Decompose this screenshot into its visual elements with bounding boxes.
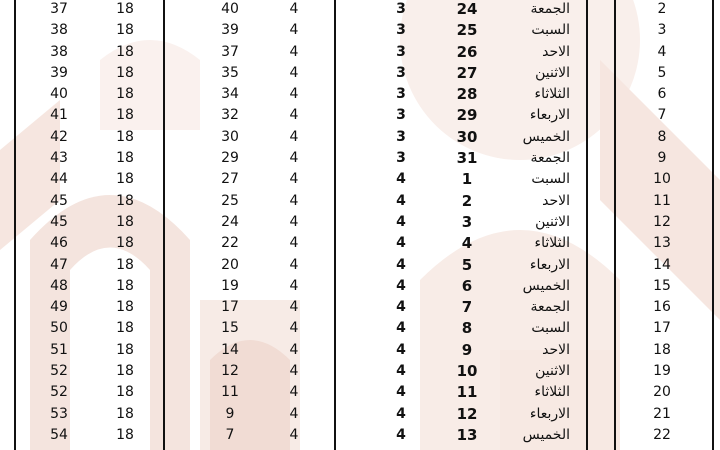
cell-weekday: الجمعة xyxy=(530,150,570,167)
cell-col-1: 49 xyxy=(50,299,68,316)
cell-weekday: الثلاثاء xyxy=(534,86,570,103)
divider-left-inner xyxy=(163,0,165,450)
cell-day-of-month: 12 xyxy=(456,404,478,423)
cell-col-1: 37 xyxy=(50,1,68,17)
cell-col-2: 18 xyxy=(116,86,134,103)
divider-center-left xyxy=(334,0,336,450)
cell-day-of-month: 2 xyxy=(461,191,473,210)
cell-col-1: 46 xyxy=(50,235,68,252)
cell-month: 3 xyxy=(396,1,406,17)
table-row xyxy=(0,0,720,20)
cell-col-1: 39 xyxy=(50,64,68,81)
table-row xyxy=(0,169,720,190)
cell-col-4: 4 xyxy=(289,192,299,209)
cell-day-of-month: 7 xyxy=(461,298,473,317)
cell-month: 4 xyxy=(396,171,406,188)
cell-col-2: 18 xyxy=(116,341,134,358)
cell-col-4: 4 xyxy=(289,405,299,422)
cell-col-1: 51 xyxy=(50,341,68,358)
cell-col-1: 52 xyxy=(50,363,68,380)
cell-month: 4 xyxy=(396,256,406,273)
cell-col-2: 18 xyxy=(116,64,134,81)
cell-col-3: 20 xyxy=(221,256,239,273)
table-row xyxy=(0,105,720,126)
cell-day-of-month: 26 xyxy=(456,42,478,61)
cell-col-3: 17 xyxy=(221,299,239,316)
cell-weekday: الاربعاء xyxy=(529,107,570,124)
cell-col-4: 4 xyxy=(289,86,299,103)
cell-col-2: 18 xyxy=(116,363,134,380)
cell-col-3: 9 xyxy=(225,405,235,422)
table-row xyxy=(0,318,720,339)
cell-weekday: الاثنين xyxy=(535,363,570,380)
cell-index: 14 xyxy=(653,256,671,273)
cell-col-3: 7 xyxy=(225,426,235,443)
cell-weekday: الاثنين xyxy=(535,213,570,230)
cell-day-of-month: 28 xyxy=(456,85,478,104)
cell-col-2: 18 xyxy=(116,128,134,145)
cell-month: 4 xyxy=(396,363,406,380)
cell-index: 16 xyxy=(653,299,671,316)
cell-day-of-month: 25 xyxy=(456,21,478,40)
cell-col-1: 38 xyxy=(50,43,68,60)
cell-col-2: 18 xyxy=(116,107,134,124)
cell-weekday: الاثنين xyxy=(535,64,570,81)
cell-month: 4 xyxy=(396,277,406,294)
cell-col-4: 4 xyxy=(289,341,299,358)
cell-month: 3 xyxy=(396,22,406,39)
cell-col-4: 4 xyxy=(289,128,299,145)
cell-col-4: 4 xyxy=(289,299,299,316)
divider-left-outer xyxy=(14,0,16,450)
cell-weekday: الجمعة xyxy=(530,299,570,316)
cell-col-4: 4 xyxy=(289,64,299,81)
cell-col-4: 4 xyxy=(289,235,299,252)
cell-col-2: 18 xyxy=(116,192,134,209)
cell-index: 19 xyxy=(653,363,671,380)
cell-col-3: 37 xyxy=(221,43,239,60)
cell-weekday: الاحد xyxy=(542,341,570,358)
table-row xyxy=(0,63,720,84)
cell-month: 3 xyxy=(396,64,406,81)
cell-col-1: 40 xyxy=(50,86,68,103)
cell-col-3: 22 xyxy=(221,235,239,252)
cell-col-4: 4 xyxy=(289,213,299,230)
cell-weekday: الجمعة xyxy=(530,1,570,17)
cell-col-2: 18 xyxy=(116,320,134,337)
cell-day-of-month: 9 xyxy=(461,340,473,359)
cell-col-2: 18 xyxy=(116,171,134,188)
table-row xyxy=(0,382,720,403)
cell-col-2: 18 xyxy=(116,22,134,39)
cell-month: 4 xyxy=(396,341,406,358)
cell-index: 13 xyxy=(653,235,671,252)
table-row xyxy=(0,127,720,148)
table-row xyxy=(0,20,720,41)
table-row xyxy=(0,404,720,425)
cell-month: 3 xyxy=(396,150,406,167)
cell-month: 4 xyxy=(396,299,406,316)
cell-col-2: 18 xyxy=(116,384,134,401)
table-row xyxy=(0,233,720,254)
cell-col-4: 4 xyxy=(289,320,299,337)
cell-col-1: 44 xyxy=(50,171,68,188)
cell-col-4: 4 xyxy=(289,426,299,443)
cell-month: 3 xyxy=(396,86,406,103)
cell-index: 15 xyxy=(653,277,671,294)
table-row xyxy=(0,361,720,382)
cell-col-4: 4 xyxy=(289,277,299,294)
cell-col-2: 18 xyxy=(116,213,134,230)
cell-day-of-month: 10 xyxy=(456,362,478,381)
cell-col-1: 43 xyxy=(50,150,68,167)
cell-index: 2 xyxy=(657,1,667,17)
cell-month: 4 xyxy=(396,405,406,422)
cell-col-2: 18 xyxy=(116,235,134,252)
cell-col-1: 41 xyxy=(50,107,68,124)
cell-col-3: 34 xyxy=(221,86,239,103)
cell-day-of-month: 13 xyxy=(456,425,478,444)
cell-day-of-month: 5 xyxy=(461,255,473,274)
cell-col-3: 35 xyxy=(221,64,239,81)
cell-col-2: 18 xyxy=(116,256,134,273)
cell-col-1: 38 xyxy=(50,22,68,39)
table-row xyxy=(0,191,720,212)
cell-weekday: الاربعاء xyxy=(529,405,570,422)
cell-index: 22 xyxy=(653,426,671,443)
cell-col-3: 12 xyxy=(221,363,239,380)
cell-col-1: 45 xyxy=(50,192,68,209)
cell-weekday: السبت xyxy=(531,171,570,188)
cell-index: 4 xyxy=(657,43,667,60)
cell-index: 6 xyxy=(657,86,667,103)
cell-weekday: السبت xyxy=(531,320,570,337)
cell-month: 4 xyxy=(396,320,406,337)
cell-index: 3 xyxy=(657,22,667,39)
cell-day-of-month: 11 xyxy=(456,383,478,402)
cell-col-3: 11 xyxy=(221,384,239,401)
table-row xyxy=(0,297,720,318)
cell-col-2: 18 xyxy=(116,299,134,316)
cell-col-1: 52 xyxy=(50,384,68,401)
cell-col-2: 18 xyxy=(116,277,134,294)
cell-col-3: 25 xyxy=(221,192,239,209)
cell-col-4: 4 xyxy=(289,150,299,167)
cell-weekday: الثلاثاء xyxy=(534,235,570,252)
cell-weekday: الاربعاء xyxy=(529,256,570,273)
table-row xyxy=(0,340,720,361)
cell-col-2: 18 xyxy=(116,426,134,443)
cell-index: 18 xyxy=(653,341,671,358)
cell-col-4: 4 xyxy=(289,384,299,401)
cell-col-2: 18 xyxy=(116,405,134,422)
cell-index: 8 xyxy=(657,128,667,145)
cell-index: 11 xyxy=(653,192,671,209)
cell-col-3: 15 xyxy=(221,320,239,337)
cell-month: 4 xyxy=(396,384,406,401)
cell-col-3: 24 xyxy=(221,213,239,230)
table-row xyxy=(0,276,720,297)
cell-day-of-month: 1 xyxy=(461,170,473,189)
table-row xyxy=(0,212,720,233)
cell-month: 4 xyxy=(396,426,406,443)
divider-far-right xyxy=(712,0,714,450)
cell-weekday: السبت xyxy=(531,22,570,39)
cell-weekday: الاحد xyxy=(542,192,570,209)
cell-col-3: 39 xyxy=(221,22,239,39)
cell-col-3: 27 xyxy=(221,171,239,188)
cell-index: 21 xyxy=(653,405,671,422)
cell-col-4: 4 xyxy=(289,107,299,124)
cell-col-2: 18 xyxy=(116,1,134,17)
cell-month: 3 xyxy=(396,107,406,124)
cell-col-4: 4 xyxy=(289,171,299,188)
divider-center-right xyxy=(586,0,588,450)
cell-month: 3 xyxy=(396,43,406,60)
cell-col-4: 4 xyxy=(289,363,299,380)
cell-col-4: 4 xyxy=(289,22,299,39)
divider-right-outer xyxy=(614,0,616,450)
cell-weekday: الخميس xyxy=(522,426,570,443)
cell-month: 4 xyxy=(396,213,406,230)
cell-index: 7 xyxy=(657,107,667,124)
cell-col-3: 29 xyxy=(221,150,239,167)
cell-day-of-month: 30 xyxy=(456,127,478,146)
cell-col-1: 42 xyxy=(50,128,68,145)
cell-col-1: 50 xyxy=(50,320,68,337)
cell-col-2: 18 xyxy=(116,43,134,60)
cell-col-1: 54 xyxy=(50,426,68,443)
cell-day-of-month: 31 xyxy=(456,149,478,168)
cell-weekday: الثلاثاء xyxy=(534,384,570,401)
cell-col-3: 14 xyxy=(221,341,239,358)
cell-month: 4 xyxy=(396,235,406,252)
cell-day-of-month: 29 xyxy=(456,106,478,125)
cell-day-of-month: 4 xyxy=(461,234,473,253)
cell-col-4: 4 xyxy=(289,256,299,273)
cell-col-1: 48 xyxy=(50,277,68,294)
cell-index: 10 xyxy=(653,171,671,188)
cell-weekday: الاحد xyxy=(542,43,570,60)
cell-index: 17 xyxy=(653,320,671,337)
cell-index: 5 xyxy=(657,64,667,81)
table-row xyxy=(0,42,720,63)
cell-col-1: 45 xyxy=(50,213,68,230)
cell-col-3: 40 xyxy=(221,1,239,17)
cell-day-of-month: 8 xyxy=(461,319,473,338)
cell-month: 4 xyxy=(396,192,406,209)
cell-col-2: 18 xyxy=(116,150,134,167)
cell-index: 12 xyxy=(653,213,671,230)
cell-weekday: الخميس xyxy=(522,128,570,145)
cell-day-of-month: 27 xyxy=(456,63,478,82)
cell-col-1: 53 xyxy=(50,405,68,422)
table-row xyxy=(0,84,720,105)
cell-col-3: 30 xyxy=(221,128,239,145)
table-row xyxy=(0,148,720,169)
table-row xyxy=(0,425,720,446)
cell-weekday: الخميس xyxy=(522,277,570,294)
cell-col-1: 47 xyxy=(50,256,68,273)
cell-day-of-month: 6 xyxy=(461,276,473,295)
table-row xyxy=(0,255,720,276)
cell-col-4: 4 xyxy=(289,43,299,60)
cell-month: 3 xyxy=(396,128,406,145)
cell-index: 9 xyxy=(657,150,667,167)
cell-col-3: 32 xyxy=(221,107,239,124)
cell-day-of-month: 24 xyxy=(456,0,478,18)
cell-day-of-month: 3 xyxy=(461,212,473,231)
cell-col-3: 19 xyxy=(221,277,239,294)
cell-col-4: 4 xyxy=(289,1,299,17)
cell-index: 20 xyxy=(653,384,671,401)
